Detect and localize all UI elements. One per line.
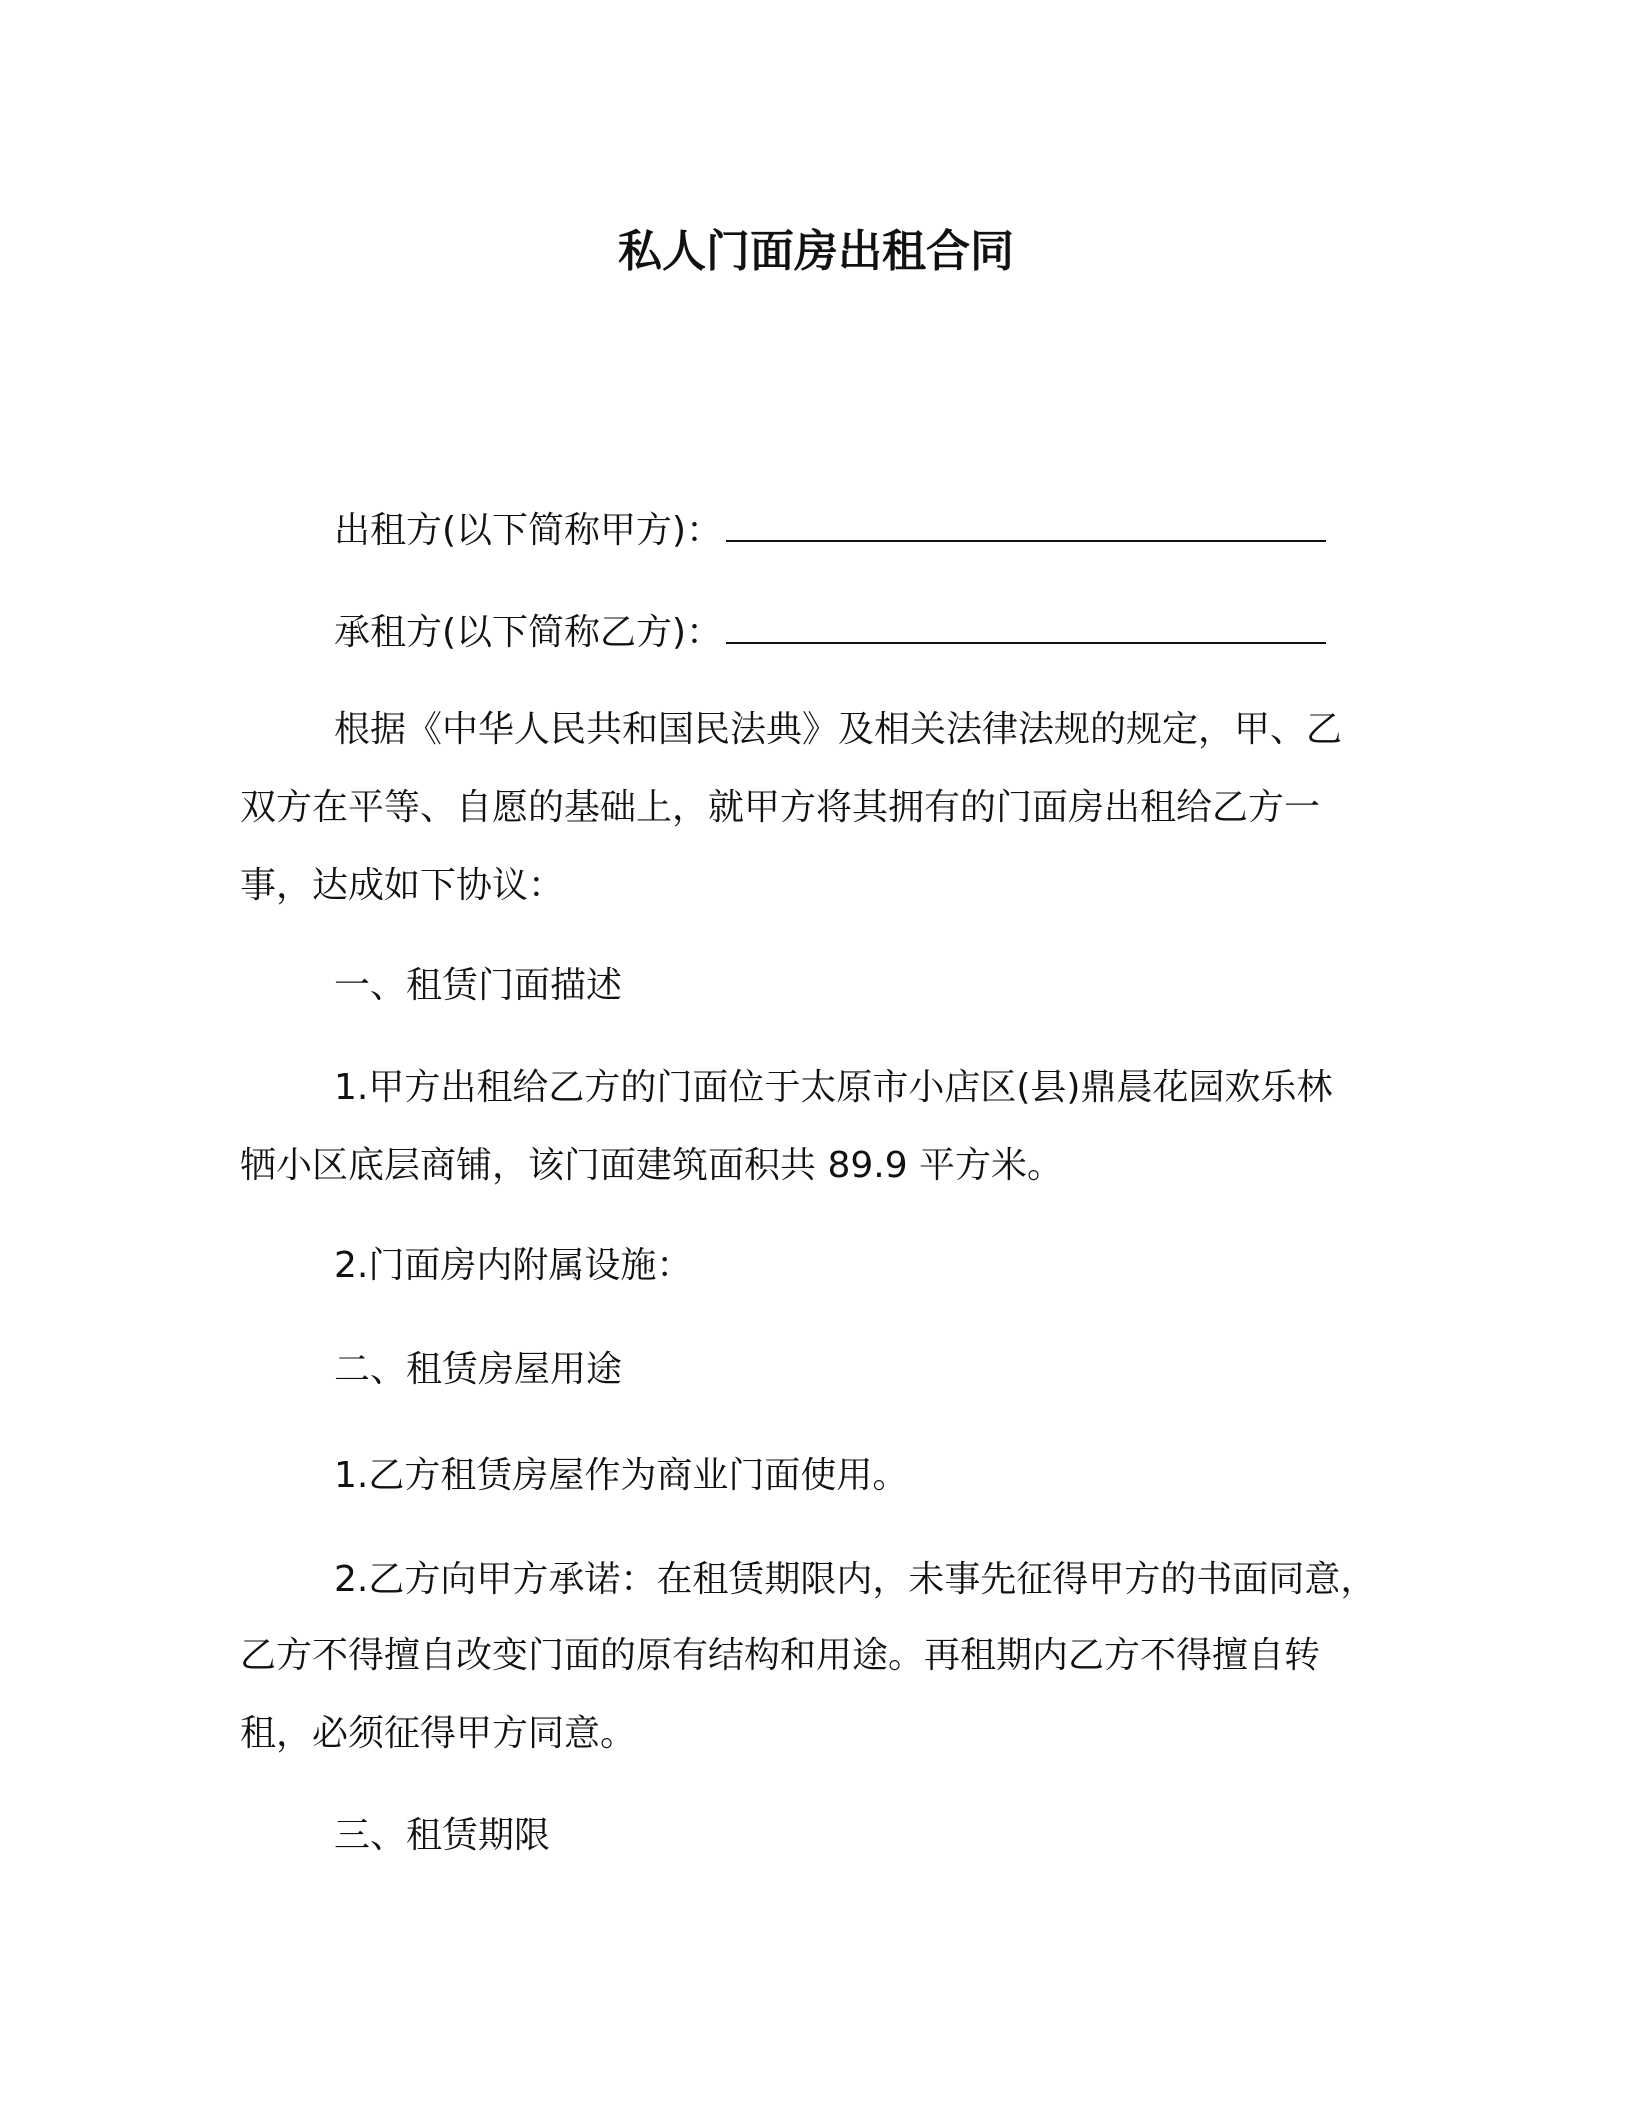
section-2-item-2-line-3: 租，必须征得甲方同意。 <box>240 1713 637 1754</box>
section-2-item-1: 1.乙方租赁房屋作为商业门面使用。 <box>334 1455 909 1496</box>
lessee-name-blank <box>726 604 1326 644</box>
section-2-item-2-line-1: 2.乙方向甲方承诺：在租赁期限内，未事先征得甲方的书面同意， <box>334 1559 1377 1600</box>
preamble-line-2: 双方在平等、自愿的基础上，就甲方将其拥有的门面房出租给乙方一 <box>240 787 1321 828</box>
section-1-item-1-line-1: 1.甲方出租给乙方的门面位于太原市小店区(县)鼎晨花园欢乐林 <box>334 1067 1333 1108</box>
lessor-name-blank <box>726 502 1326 542</box>
document-title: 私人门面房出租合同 <box>618 226 1014 277</box>
preamble-line-1: 根据《中华人民共和国民法典》及相关法律法规的规定，甲、乙 <box>334 709 1343 750</box>
section-2-item-2-line-2: 乙方不得擅自改变门面的原有结构和用途。再租期内乙方不得擅自转 <box>240 1635 1321 1676</box>
section-2-heading: 二、租赁房屋用途 <box>334 1349 623 1390</box>
section-1-item-1-line-2: 牺小区底层商铺，该门面建筑面积共 89.9 平方米。 <box>240 1145 1064 1186</box>
section-1-item-2: 2.门面房内附属设施： <box>334 1245 693 1286</box>
lessee-label: 承租方(以下简称乙方)： <box>334 612 723 653</box>
lessor-label: 出租方(以下简称甲方)： <box>334 510 723 551</box>
lessor-line <box>334 502 1494 555</box>
preamble-line-3: 事，达成如下协议： <box>240 865 565 906</box>
section-1-heading: 一、租赁门面描述 <box>334 965 623 1006</box>
lessee-line <box>334 604 1494 657</box>
section-3-heading: 三、租赁期限 <box>334 1815 551 1856</box>
